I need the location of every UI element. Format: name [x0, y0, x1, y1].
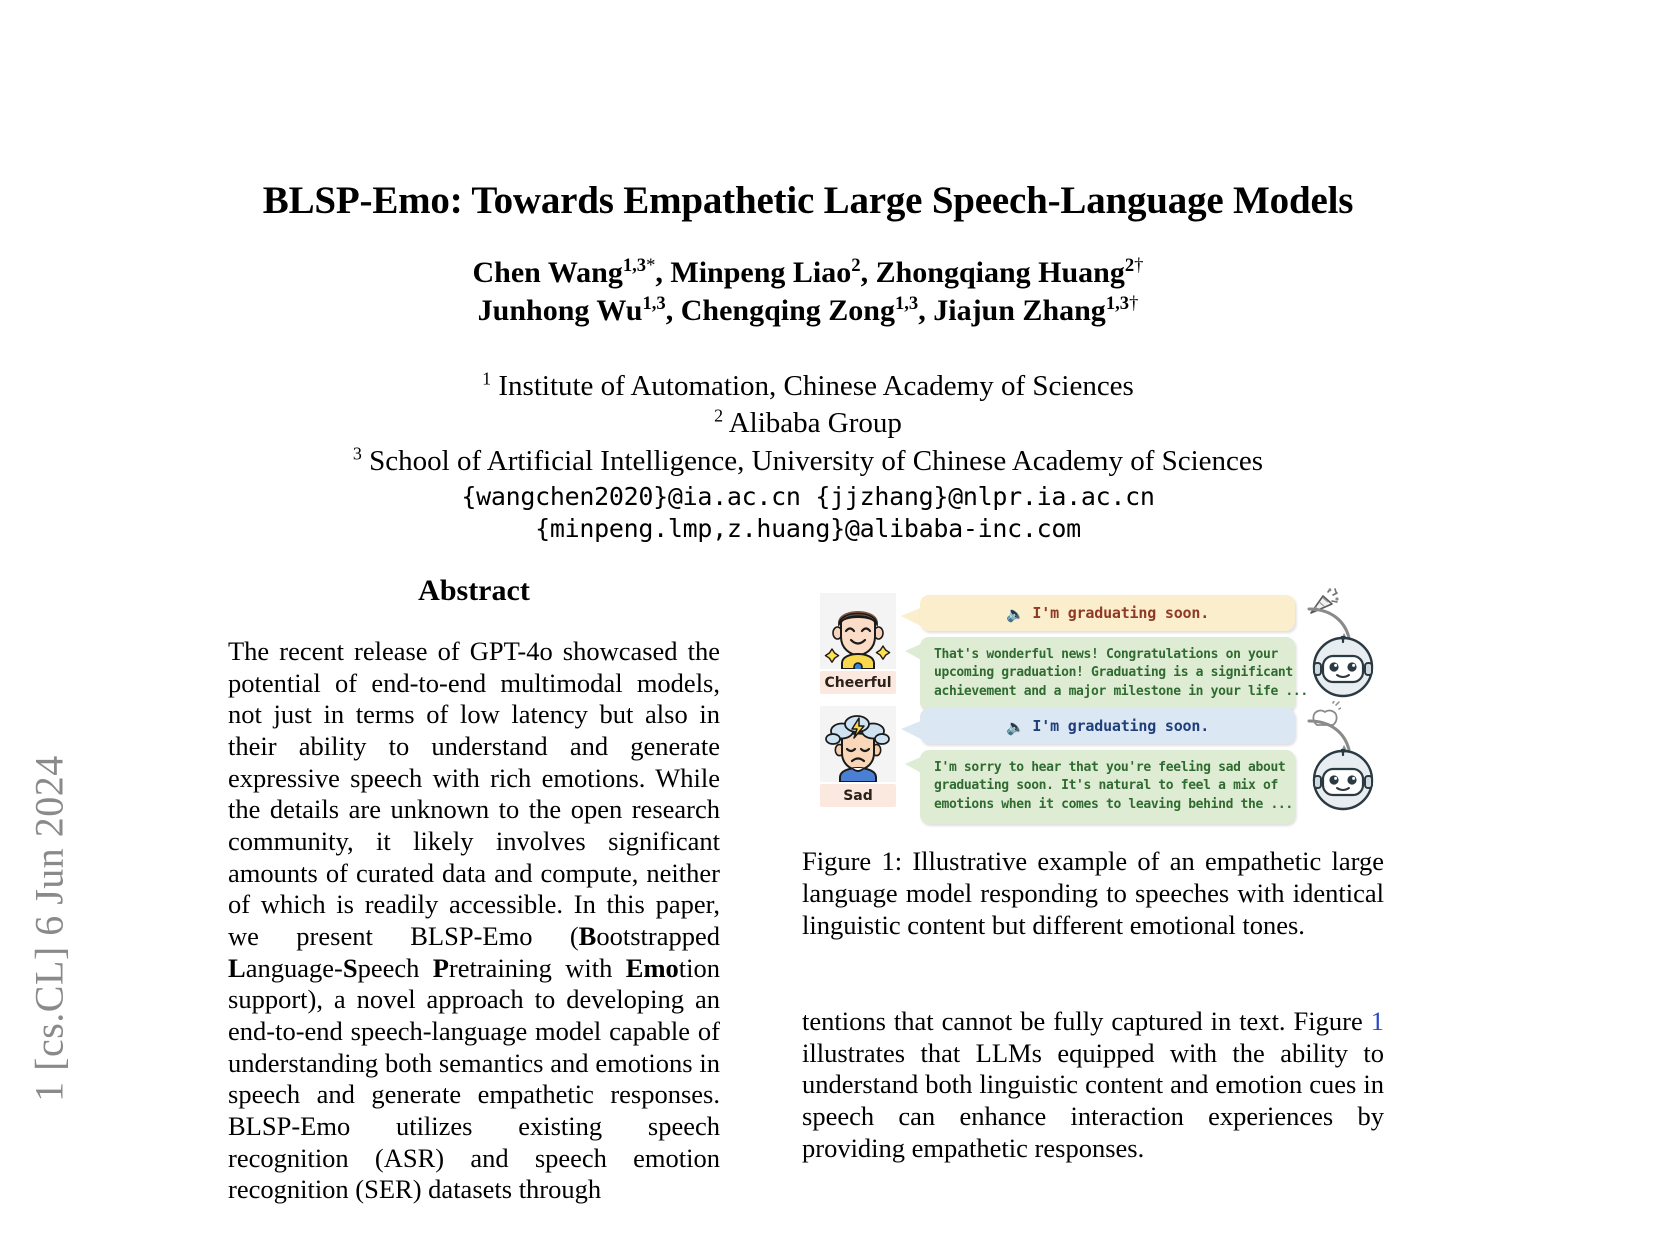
affiliation-list [228, 368, 1388, 546]
abstract-heading: Abstract [418, 574, 530, 607]
body-segment: illustrates that LLMs equipped with the ability to understand both linguistic content and emotion cues in speech can enhance interaction experiences by providing empathetic responses. [802, 1037, 1384, 1163]
author-affil-marker: 1,3 [642, 293, 666, 315]
sad-face-with-rain-cloud-icon [820, 706, 896, 782]
affiliation-text: School of Artificial Intelligence, University of Chinese Academy of Sciences [369, 444, 1264, 477]
author-affil-marker: 1,3 [1105, 293, 1130, 315]
affiliation-3 [228, 443, 1388, 481]
emotion-label-sad: Sad [820, 784, 896, 807]
arxiv-identifier-stamp: 1 [cs.CL] 6 Jun 2024 [26, 755, 72, 1102]
abstract-bold-emo: Emo [625, 952, 679, 983]
author-affil-marker: 2 [851, 254, 861, 276]
robot-face-icon [1312, 749, 1374, 811]
author-list [228, 254, 1388, 331]
email-line-2: {minpeng.lmp,z.huang}@alibaba-inc.com [535, 514, 1081, 544]
bot-reply-line: That's wonderful news! Congratulations on your [934, 647, 1278, 662]
affiliation-marker: 2 [714, 405, 724, 426]
affiliation-1 [228, 368, 1388, 406]
page-title: BLSP-Emo: Towards Empathetic Large Speech-Language Models [262, 179, 1354, 222]
author-name-minpeng-liao: Minpeng Liao [670, 255, 852, 289]
user-utterance-sad: I'm graduating soon. [1032, 717, 1210, 735]
bot-bubble-cheerful [920, 637, 1308, 711]
email-line-1: {wangchen2020}@ia.ac.cn {jjzhang}@nlpr.ia.ac.cn [461, 481, 1155, 511]
abstract-bold-p: P [432, 952, 449, 983]
author-separator: , [918, 294, 934, 328]
abstract-text [228, 636, 720, 1206]
abstract-segment: retraining with [448, 952, 626, 983]
author-name-chengqing-zong: Chengqing Zong [680, 294, 895, 328]
figure-canvas [820, 581, 1384, 826]
avatar-cheerful [820, 593, 896, 669]
affiliation-text: Institute of Automation, Chinese Academy of Sciences [498, 369, 1134, 402]
robot-face-icon [1312, 636, 1374, 698]
robot-avatar-cheerful [1312, 636, 1374, 698]
abstract-bold-l: L [228, 952, 246, 983]
author-name-jiajun-zhang: Jiajun Zhang [933, 294, 1106, 328]
abstract-bold-s: S [342, 952, 358, 983]
user-utterance-cheerful: I'm graduating soon. [1032, 604, 1210, 622]
cheerful-face-icon [820, 593, 896, 669]
bot-bubble-sad [920, 750, 1295, 824]
author-name-zhongqiang-huang: Zhongqiang Huang [875, 255, 1125, 289]
figure-caption-label: Figure 1: [802, 846, 903, 876]
bot-reply-line: I'm sorry to hear that you're feeling sad about [934, 760, 1286, 775]
abstract-segment: The recent release of GPT-4o showcased the potential of end-to-end multimodal models, not just in terms of low latency but also in their ability to understand and generate expressive speech with rich emotions. While the details are unknown to the open research community, it likely involves significant amounts of curated data and compute, neither of which is readily accessible. In this paper, we present BLSP-Emo ( [228, 636, 720, 951]
affiliation-marker: 3 [352, 443, 362, 464]
figure-cross-reference-link[interactable]: 1 [1370, 1006, 1384, 1036]
abstract-segment: tion support), a novel approach to developing an end-to-end speech-language model capable of understanding both semantics and emotions in speech and generate empathetic responses. BLSP-Emo utilizes existing speech recognition (ASR) and speech emotion recognition (SER) datasets through [228, 952, 720, 1205]
right-column [802, 574, 1384, 1163]
author-separator: , [665, 294, 681, 328]
user-bubble-cheerful [920, 595, 1295, 631]
affiliation-2 [228, 405, 1388, 443]
bot-reply-line: achievement and a major milestone in your life ... [934, 683, 1308, 699]
author-affil-marker: 1,3 [622, 254, 647, 276]
author-symbol-dagger: † [1129, 293, 1139, 315]
figure-caption [802, 846, 1384, 941]
left-column [228, 574, 720, 1206]
author-affil-marker: 2 [1124, 254, 1135, 276]
avatar-sad [820, 706, 896, 782]
author-separator: , [655, 255, 671, 289]
author-line-1 [228, 254, 1388, 292]
abstract-segment: anguage- [245, 952, 343, 983]
author-affil-marker: 1,3 [894, 293, 919, 315]
bot-reply-line: upcoming graduation! Graduating is a significant [934, 665, 1293, 681]
abstract-segment: peech [357, 952, 433, 983]
author-name-junhong-wu: Junhong Wu [477, 294, 643, 328]
abstract-bold-b: B [578, 920, 597, 951]
author-symbol-asterisk: * [646, 254, 656, 276]
right-column-body-text [802, 1006, 1384, 1164]
user-bubble-sad [920, 708, 1295, 744]
author-symbol-dagger: † [1134, 254, 1144, 276]
abstract-segment: ootstrapped [596, 920, 720, 951]
author-name-chen-wang: Chen Wang [472, 255, 623, 289]
body-segment: tentions that cannot be fully captured in text. Figure [802, 1006, 1371, 1036]
affiliation-marker: 1 [482, 367, 492, 388]
robot-avatar-sad [1312, 749, 1374, 811]
speaker-wave-icon: 🔈 [1005, 717, 1025, 736]
title-block [228, 178, 1388, 546]
affiliation-text: Alibaba Group [728, 407, 902, 440]
bot-reply-line: emotions when it comes to leaving behind the ... [934, 796, 1293, 812]
author-separator: , [860, 255, 876, 289]
figure-1-illustration [802, 574, 1384, 829]
figure-caption-text: Illustrative example of an empathetic large language model responding to speeches with identical linguistic content but different emotional tones. [802, 846, 1384, 940]
emotion-label-cheerful: Cheerful [820, 671, 896, 694]
speaker-wave-icon: 🔈 [1005, 604, 1025, 623]
author-line-2 [228, 292, 1388, 330]
bot-reply-line: graduating soon. It's natural to feel a mix of [934, 778, 1278, 794]
